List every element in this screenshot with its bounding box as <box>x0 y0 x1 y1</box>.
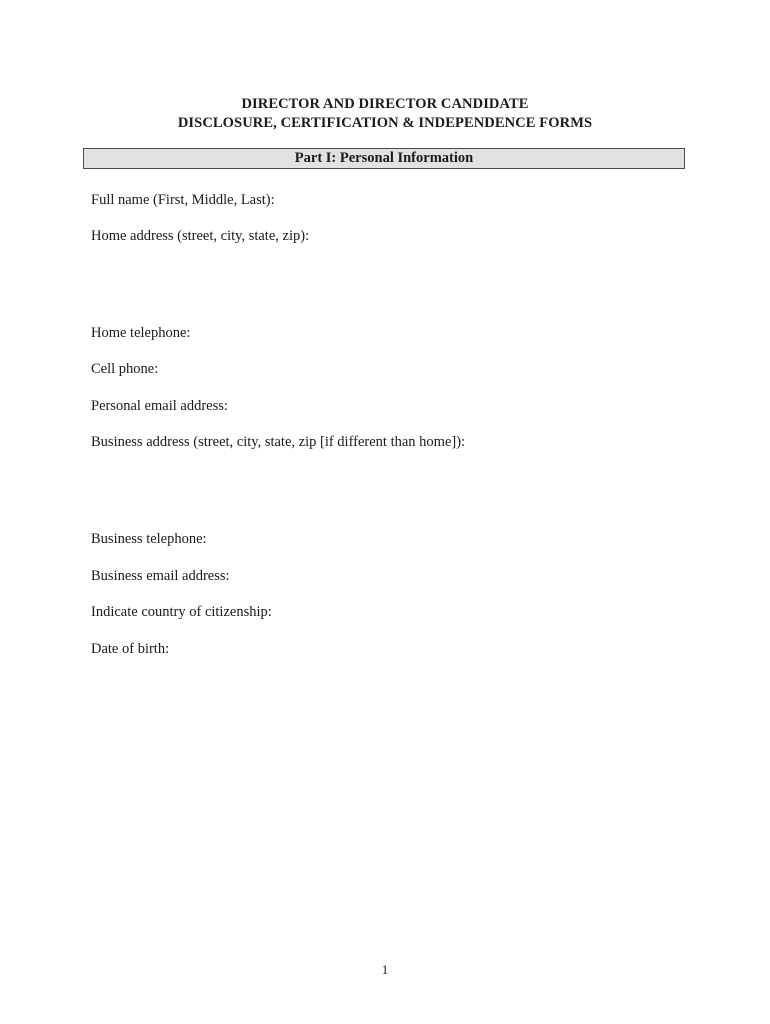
personal-email-label: Personal email address: <box>91 398 228 414</box>
home-telephone-label: Home telephone: <box>91 325 191 341</box>
document-title-line-2: DISCLOSURE, CERTIFICATION & INDEPENDENCE FORMS <box>177 115 593 131</box>
country-of-citizenship-label: Indicate country of citizenship: <box>91 604 272 620</box>
business-address-label: Business address (street, city, state, zip [if different than home]): <box>91 434 466 450</box>
full-name-label: Full name (First, Middle, Last): <box>91 192 275 208</box>
date-of-birth-label: Date of birth: <box>91 641 170 657</box>
home-address-label: Home address (street, city, state, zip): <box>91 228 310 244</box>
document-title-line-1: DIRECTOR AND DIRECTOR CANDIDATE <box>241 96 529 112</box>
page-number: 1 <box>381 962 389 977</box>
business-telephone-label: Business telephone: <box>91 531 207 547</box>
business-email-label: Business email address: <box>91 568 230 584</box>
section-heading-personal-information: Part I: Personal Information <box>83 148 685 169</box>
cell-phone-label: Cell phone: <box>91 361 159 377</box>
